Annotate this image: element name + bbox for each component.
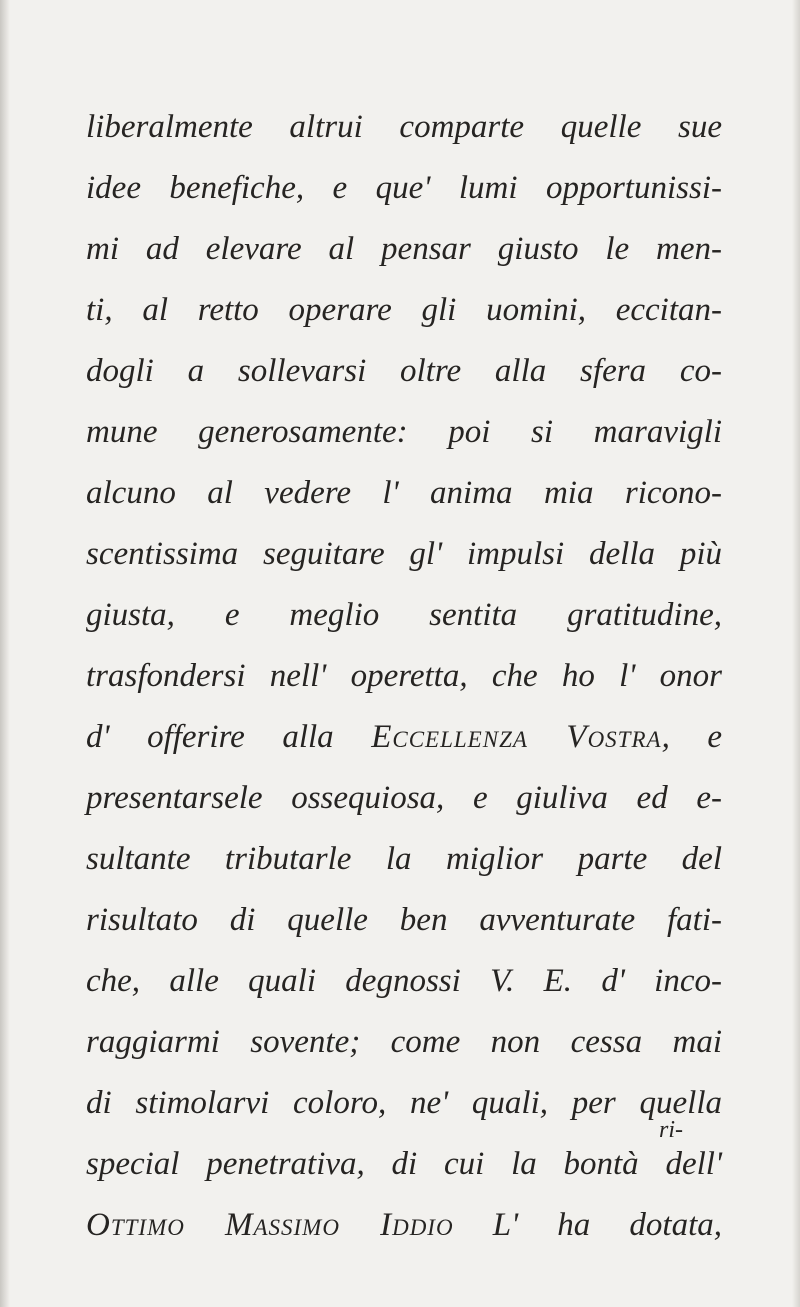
text-line: sultante tributarle la miglior parte del: [86, 841, 722, 877]
text-line: mune generosamente: poi si maravigli: [86, 414, 722, 450]
text-line: risultato di quelle ben avventurate fati-: [86, 902, 722, 938]
text-line: alcuno al vedere l' anima mia ricono-: [86, 475, 722, 511]
text-line: liberalmente altrui comparte quelle sue: [86, 109, 722, 145]
text-line: mi ad elevare al pensar giusto le men-: [86, 231, 722, 267]
body-text: [86, 97, 722, 1256]
catchword: ri-: [659, 1117, 683, 1143]
text-line: dogli a sollevarsi oltre alla sfera co-: [86, 353, 722, 389]
text-line: special penetrativa, di cui la bontà dell': [86, 1146, 722, 1182]
text-line: che, alle quali degnossi V. E. d' inco-: [86, 963, 722, 999]
text-line: di stimolarvi coloro, ne' quali, per quella: [86, 1085, 722, 1121]
small-caps-title: Eccellenza Vostra: [371, 719, 662, 755]
text-line: Ottimo Massimo Iddio L' ha dotata,: [86, 1207, 722, 1243]
text-line: idee benefiche, e que' lumi opportunissi-: [86, 170, 722, 206]
text-line: d' offerire alla Eccellenza Vostra, e: [86, 719, 722, 755]
text-line: scentissima seguitare gl' impulsi della più: [86, 536, 722, 572]
small-caps-title: Ottimo Massimo Iddio: [86, 1207, 454, 1243]
text-line: ti, al retto operare gli uomini, eccitan-: [86, 292, 722, 328]
text-line: trasfondersi nell' operetta, che ho l' onor: [86, 658, 722, 694]
text-line: giusta, e meglio sentita gratitudine,: [86, 597, 722, 633]
text-line: presentarsele ossequiosa, e giuliva ed e-: [86, 780, 722, 816]
text-line: raggiarmi sovente; come non cessa mai: [86, 1024, 722, 1060]
